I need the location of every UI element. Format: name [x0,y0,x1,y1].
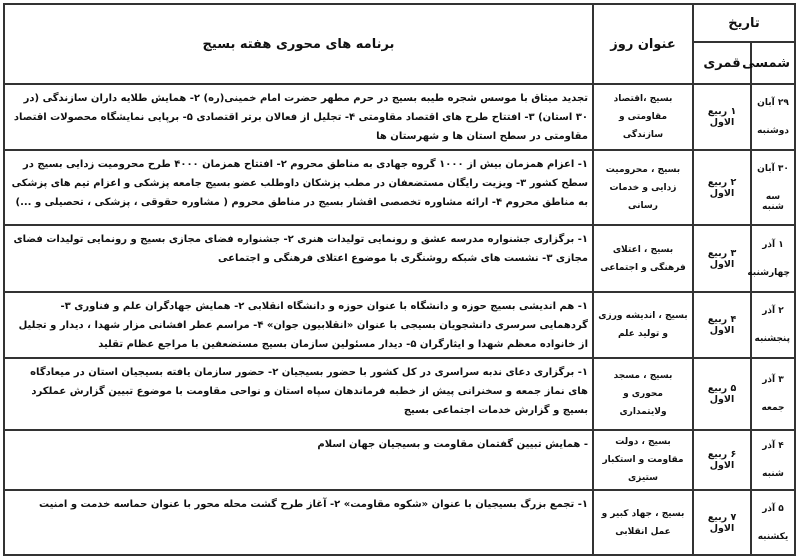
program-text: ۱- اعزام همزمان بیش از ۱۰۰۰ گروه جهادی به مناطق محروم ۲- افتتاح همزمان ۴۰۰۰ طرح محرومیت زدایی بسیج در سطح کشور ۳- ویزیت رایگان مستضعفان در مطب پزشکان داوطلب عضو بسیج جامعه پزشکی و اعزام تیم های پزشکی به مناطق محروم ۴- ارائه مشاوره تخصصی اقشار بسیج در مناطق محروم ( مشاوره حقوقی ، پزشکی ، تحصیلی و ...) [4,150,593,225]
day-title: بسیج ، اعتلای فرهنگی و اجتماعی [593,225,693,292]
table-row [4,490,795,555]
shamsi-cell [751,490,795,555]
basij-week-program-table [3,3,796,556]
qamari-date: ۱ ربیع الاول [693,84,751,150]
table-row [4,292,795,358]
weekday: یکشنبه [757,531,789,542]
table-row [4,84,795,150]
day-title: بسیج ، دولت مقاومت و استکبار ستیزی [593,430,693,490]
header-qamari: قمری [693,42,751,84]
day-title: بسیج ، اندیشه ورزی و تولید علم [593,292,693,358]
shamsi-cell [747,225,795,292]
weekday: سه شنبه [762,191,784,212]
shamsi-date: ۳ آذر [762,375,784,385]
program-text: ۱- هم اندیشی بسیج حوزه و دانشگاه با عنوان حوزه و دانشگاه انقلابی ۲- همایش جهادگران علم و فناوری ۳- گردهمایی سرسری دانشجویان بسیجی با عنوان «انقلابیون جوان» ۴- مراسم عطر افشانی مزار شهدا ، دیدار و تجلیل از خانواده معظم شهدا و ایثارگران ۵- دیدار مسئولین سازمان بسیج مستضعفین با مراجع عظام تقلید [4,292,593,358]
header-row-top [4,4,795,42]
day-title: بسیج ،اقتصاد مقاومتی و سازندگی [593,84,693,150]
shamsi-cell [751,358,795,430]
qamari-date: ۶ ربیع الاول [693,430,751,490]
weekday: جمعه [761,403,785,413]
table-row [4,430,795,490]
header-date: تاریخ [693,4,795,42]
shamsi-cell [751,292,795,358]
shamsi-date: ۴ آذر [762,441,784,451]
program-table-container [3,3,796,554]
day-title: بسیج ، محرومیت زدایی و خدمات رسانی [593,150,693,225]
weekday: دوشنبه [757,126,789,136]
day-title: بسیج ، مسجد محوری و ولایتمداری [593,358,693,430]
table-row [4,225,795,292]
table-row [4,150,795,225]
program-text: - همایش تبیین گفتمان مقاومت و بسیجیان جهان اسلام [4,430,593,490]
shamsi-date: ۱ آذر [762,239,784,250]
table-row [4,358,795,430]
weekday: شنبه [762,469,784,479]
shamsi-cell [751,150,795,225]
qamari-date: ۷ ربیع الاول [693,490,751,555]
program-text: ۱- برگزاری جشنواره مدرسه عشق و رونمایی تولیدات هنری ۲- جشنواره فضای مجازی بسیج و رونمایی تولیدات فضای مجازی ۳- نشست های شبکه روشنگری با موضوع اعتلای فرهنگی و اجتماعی [4,225,593,292]
weekday: پنجشنبه [754,334,790,344]
shamsi-cell [751,84,795,150]
shamsi-date: ۵ آذر [762,503,784,514]
shamsi-cell [751,430,795,490]
qamari-date: ۵ ربیع الاول [693,358,751,430]
program-text: ۱- برگزاری دعای ندبه سراسری در کل کشور با حضور بسیجیان ۲- حضور سازمان یافته بسیجیان استان در میعادگاه های نماز جمعه و سخنرانی پیش از خطبه فرماندهان سپاه استان و نواحی مقاومت با موضوع تبیین گزارش عملکرد بسیج و گزارش خدمات اجتماعی بسیج [4,358,593,430]
weekday: چهارشنبه [747,267,790,278]
shamsi-date: ۲ آذر [762,306,784,316]
header-day-title: عنوان روز [593,4,693,84]
header-programs: برنامه های محوری هفته بسیج [4,4,593,84]
program-text: تجدید میثاق با موسس شجره طیبه بسیج در حرم مطهر حضرت امام خمینی(ره) ۲- همایش طلایه داران سازندگی (در ۳۰ استان) ۳- افتتاح طرح های اقتصاد مقاومتی ۴- تجلیل از فعالان برتر اقتصادی ۵- برپایی نمایشگاه محصولات اقتصاد مقاومتی در سطح استان ها و شهرستان ها [4,84,593,150]
qamari-date: ۳ ربیع الاول [693,225,751,292]
qamari-date: ۲ ربیع الاول [693,150,751,225]
shamsi-date: ۲۹ آبان [757,98,789,108]
qamari-date: ۴ ربیع الاول [693,292,751,358]
day-title: بسیج ، جهاد کبیر و عمل انقلابی [593,490,693,555]
shamsi-date: ۳۰ آبان [757,163,789,174]
program-text: ۱- تجمع بزرگ بسیجیان با عنوان «شکوه مقاومت» ۲- آغاز طرح گشت محله محور با عنوان حماسه خدمت و امنیت [4,490,593,555]
header-shamsi: شمسی [751,42,795,84]
